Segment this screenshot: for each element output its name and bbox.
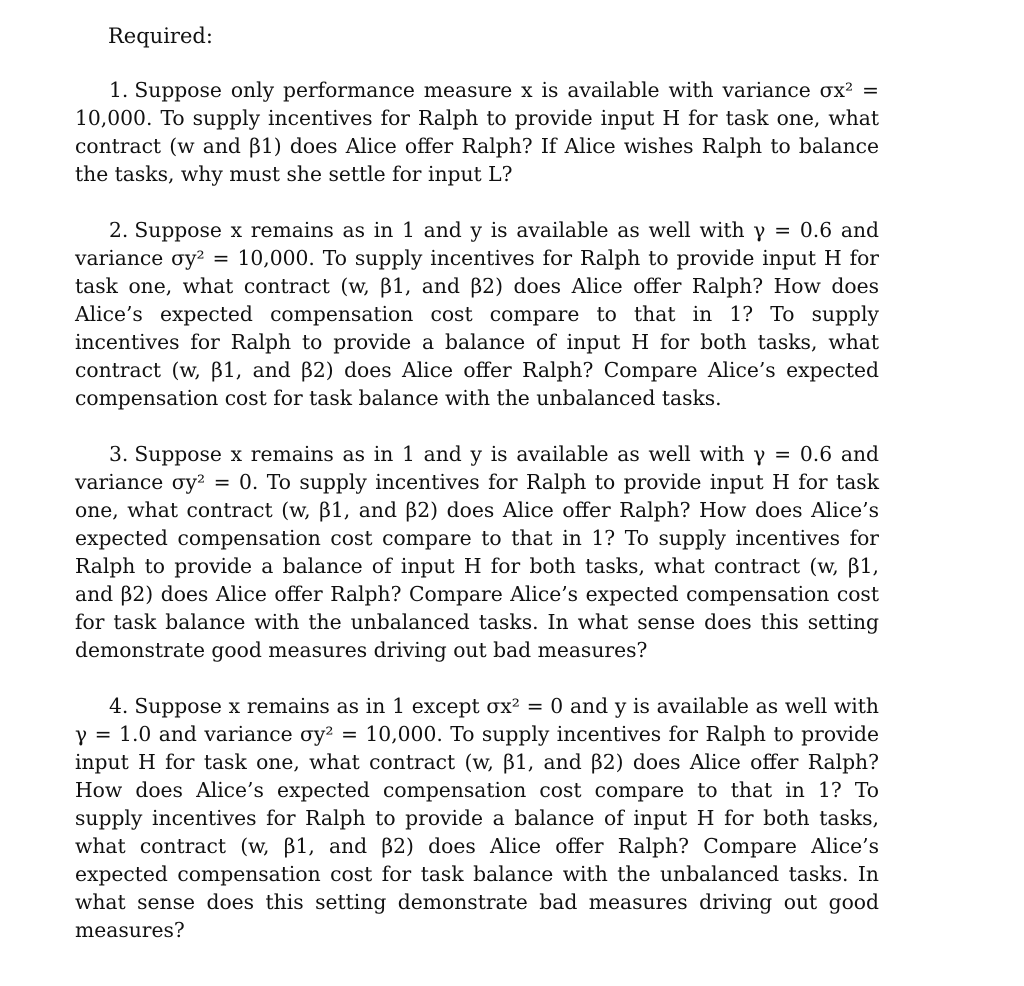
question-item-1 xyxy=(75,76,879,188)
heading-required: Required: xyxy=(108,24,213,48)
document-page xyxy=(75,22,879,972)
question-text: Suppose x remains as in 1 except σx² = 0 and y is available as well with γ = 1.0 and variance σy² = 10,000. To supply incentives for Ralph to provide input H for task one, what contract (w, β1, and β2) does Alice offer Ralph? How does Alice’s expected compensation cost compare to that in 1? To supply incentives for Ralph to provide a balance of input H for both tasks, what contract (w, β1, and β2) does Alice offer Ralph? Compare Alice’s expected compensation cost for task balance with the unbalanced tasks. In what sense does this setting demonstrate bad measures driving out good measures? xyxy=(75,694,879,942)
question-text: Suppose x remains as in 1 and y is available as well with γ = 0.6 and variance σy² = 0. To supply incentives for Ralph to provide input H for task one, what contract (w, β1, and β2) does Alice offer Ralph? How does Alice’s expected compensation cost compare to that in 1? To supply incentives for Ralph to provide a balance of input H for both tasks, what contract (w, β1, and β2) does Alice offer Ralph? Compare Alice’s expected compensation cost for task balance with the unbalanced tasks. In what sense does this setting demonstrate good measures driving out bad measures? xyxy=(75,442,879,662)
question-item-3 xyxy=(75,440,879,664)
question-number: 1. xyxy=(109,78,129,102)
question-number: 3. xyxy=(109,442,129,466)
question-item-2 xyxy=(75,216,879,412)
question-text: Suppose only performance measure x is available with variance σx² = 10,000. To supply incentives for Ralph to provide input H for task one, what contract (w and β1) does Alice offer Ralph? If Alice wishes Ralph to balance the tasks, why must she settle for input L? xyxy=(75,78,879,186)
question-item-4 xyxy=(75,692,879,944)
question-number: 2. xyxy=(109,218,129,242)
question-number: 4. xyxy=(109,694,129,718)
question-text: Suppose x remains as in 1 and y is available as well with γ = 0.6 and variance σy² = 10,000. To supply incentives for Ralph to provide input H for task one, what contract (w, β1, and β2) does Alice offer Ralph? How does Alice’s expected compensation cost compare to that in 1? To supply incentives for Ralph to provide a balance of input H for both tasks, what contract (w, β1, and β2) does Alice offer Ralph? Compare Alice’s expected compensation cost for task balance with the unbalanced tasks. xyxy=(75,218,879,410)
